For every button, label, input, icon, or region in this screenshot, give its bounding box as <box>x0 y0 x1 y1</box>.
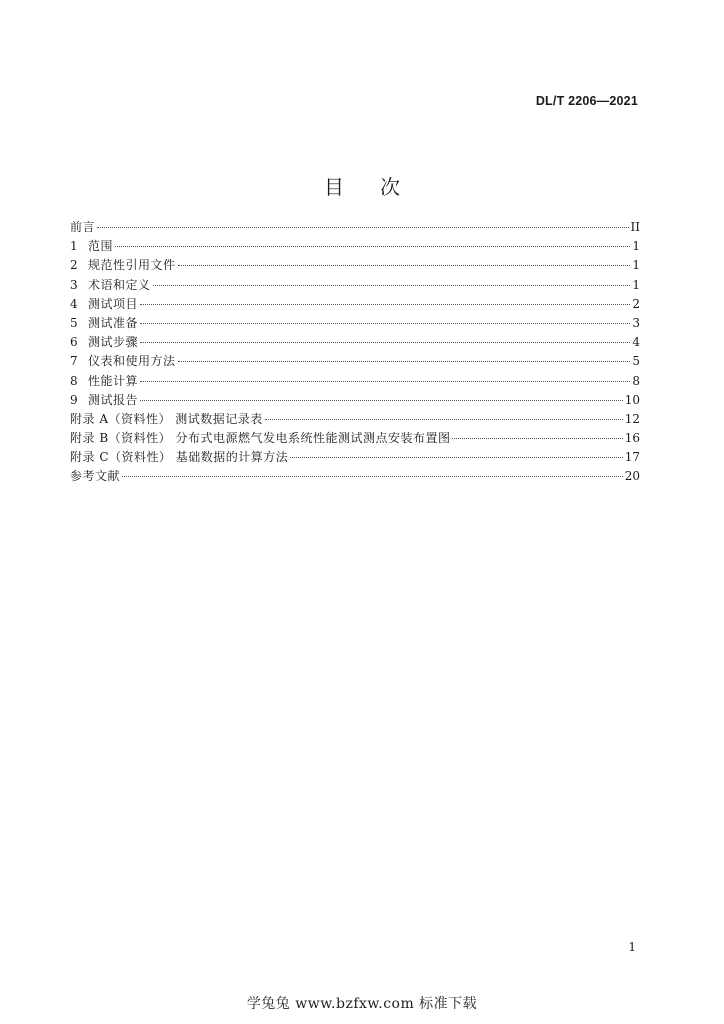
toc-entry-number: 2 <box>70 258 78 273</box>
toc-entry-number: 9 <box>70 392 78 407</box>
toc-entry-page: II <box>630 220 640 234</box>
toc-leader-dots <box>140 400 623 401</box>
toc-entry-label: 仪表和使用方法 <box>88 354 176 369</box>
toc-entry-label: 规范性引用文件 <box>88 258 176 273</box>
toc-entry-8[interactable] <box>70 372 640 391</box>
toc-leader-dots <box>122 476 623 477</box>
toc-entry-label: 附录 A（资料性） 测试数据记录表 <box>70 411 263 426</box>
toc-entry-page: 4 <box>632 335 640 350</box>
toc-entry-label: 测试准备 <box>88 315 139 330</box>
toc-leader-dots <box>140 323 630 324</box>
toc-entry-page: 1 <box>632 258 640 273</box>
footer-watermark: 学兔兔 www.bzfxw.com 标准下载 <box>246 996 478 1012</box>
toc-entry-page: 20 <box>624 469 640 484</box>
toc-leader-dots <box>178 361 630 362</box>
toc-entry-number: 3 <box>70 277 78 292</box>
toc-entry-6[interactable] <box>70 333 640 352</box>
toc-entry-appendix-c[interactable] <box>70 448 640 467</box>
toc-entry-7[interactable] <box>70 352 640 371</box>
toc-entry-4[interactable] <box>70 295 640 314</box>
toc-entry-number: 5 <box>70 315 78 330</box>
toc-entry-appendix-b[interactable] <box>70 429 640 448</box>
toc-leader-dots <box>290 457 622 458</box>
toc-entry-page: 8 <box>632 373 640 388</box>
toc-entry-number: 6 <box>70 335 78 350</box>
toc-entry-3[interactable] <box>70 276 640 295</box>
toc-entry-label: 附录 C（资料性） 基础数据的计算方法 <box>70 450 289 465</box>
toc-leader-dots <box>115 246 630 247</box>
toc-entry-label: 前言 <box>70 220 96 234</box>
toc-entry-label: 范围 <box>88 239 114 254</box>
toc-entry-label: 测试项目 <box>88 296 139 311</box>
toc-leader-dots <box>178 265 630 266</box>
toc-entry-label: 参考文献 <box>70 469 121 484</box>
toc-leader-dots <box>153 285 630 286</box>
toc-leader-dots <box>140 381 630 382</box>
toc-entry-2[interactable] <box>70 256 640 275</box>
standard-number: DL/T 2206—2021 <box>535 94 638 108</box>
toc-entry-page: 16 <box>624 431 640 446</box>
toc-entry-page: 10 <box>624 392 640 407</box>
toc-leader-dots <box>97 227 629 228</box>
toc-entry-appendix-a[interactable] <box>70 410 640 429</box>
toc-entry-label: 测试步骤 <box>88 335 139 350</box>
toc-entry-page: 1 <box>632 277 640 292</box>
toc-entry-page: 1 <box>632 239 640 254</box>
toc-leader-dots <box>140 342 630 343</box>
toc-entry-label: 测试报告 <box>88 392 139 407</box>
toc-entry-label: 附录 B（资料性） 分布式电源燃气发电系统性能测试测点安装布置图 <box>70 431 451 446</box>
toc-entry-page: 5 <box>632 354 640 369</box>
toc-entry-foreword[interactable] <box>70 218 640 237</box>
toc-entry-label: 术语和定义 <box>88 277 151 292</box>
table-of-contents <box>70 218 640 487</box>
toc-leader-dots <box>452 438 622 439</box>
toc-leader-dots <box>140 304 630 305</box>
toc-entry-9[interactable] <box>70 391 640 410</box>
page-title: 目次 <box>324 175 436 200</box>
toc-entry-page: 12 <box>624 411 640 426</box>
toc-entry-5[interactable] <box>70 314 640 333</box>
toc-entry-page: 2 <box>632 296 640 311</box>
toc-entry-number: 7 <box>70 354 78 369</box>
page-number: 1 <box>628 940 636 954</box>
toc-entry-references[interactable] <box>70 467 640 486</box>
toc-entry-number: 4 <box>70 296 78 311</box>
toc-entry-number: 8 <box>70 373 78 388</box>
toc-entry-page: 17 <box>624 450 640 465</box>
toc-entry-1[interactable] <box>70 237 640 256</box>
toc-entry-number: 1 <box>70 239 78 254</box>
toc-leader-dots <box>265 419 623 420</box>
toc-entry-page: 3 <box>632 315 640 330</box>
toc-entry-label: 性能计算 <box>88 373 139 388</box>
